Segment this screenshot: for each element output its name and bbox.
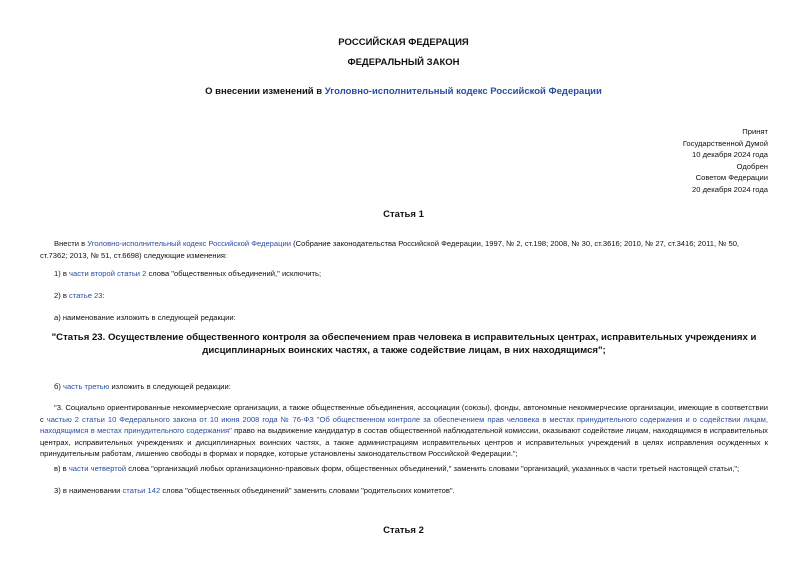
- article-2-part-2-link[interactable]: части второй статьи 2: [69, 269, 147, 278]
- law-title-prefix: О внесении изменений в: [205, 86, 325, 97]
- law-title: [0, 86, 807, 97]
- law-title-link[interactable]: Уголовно-исполнительный кодекс Российской Федерации: [324, 86, 602, 97]
- item-2b: [40, 381, 768, 393]
- article-23-link[interactable]: статье 23: [69, 291, 103, 300]
- article-2-heading: Статья 2: [383, 525, 424, 536]
- code-link[interactable]: Уголовно-исполнительный кодекс Российской Федерации: [87, 239, 291, 248]
- federal-law-76fz-link[interactable]: частью 2 статьи 10 Федерального закона от 10 июня 2008 года № 76-ФЗ "Об общественном контроле за обеспечением прав человека в местах принудительного содержания и о содействии лицам, находящимся в местах принудительного содержания": [40, 414, 768, 436]
- item-1-prefix: 1) в: [54, 269, 70, 278]
- part-4-link[interactable]: части четвертой: [68, 464, 127, 473]
- adoption-line: Принят: [742, 127, 768, 136]
- adoption-line: 10 декабря 2024 года: [692, 150, 768, 160]
- intro-prefix: Внести в: [54, 239, 88, 248]
- article-23-new-title: "Статья 23. Осуществление общественного контроля за обеспечением прав человека в исправительных центрах, исправительных учреждениях и дисциплинарных воинских частях, а также содействие лицам, в них находящимся";: [51, 332, 757, 356]
- item-2v-rest: слова "организаций любых организационно-правовых форм, общественных объединений," заменить словами "организаций, указанных в части третьей настоящей статьи,";: [126, 464, 740, 473]
- item-2v: [40, 463, 768, 475]
- part-3-new-text: [40, 402, 768, 460]
- item-3-rest: слова "общественных объединений" заменить словами "родительских комитетов".: [160, 486, 455, 495]
- item-2: [40, 290, 768, 302]
- part-3-text-2: право на выдвижение кандидатур в состав общественной наблюдательной комиссии, оказывают содействие лицам, находящимся в исправительных центрах, исправительных учреждениях и дисциплинарных воинских частях, а также администрациям исправительных центров и исправительных учреждений в целях исправления осужденных к принудительным работам, лишению свободы в формах и порядке, которые установлены законодательством Российской Федерации.";: [40, 426, 768, 459]
- item-1: [40, 268, 768, 280]
- article-1-heading: Статья 1: [383, 209, 424, 220]
- item-2b-rest: изложить в следующей редакции:: [109, 382, 231, 391]
- law-type-heading: ФЕДЕРАЛЬНЫЙ ЗАКОН: [347, 57, 460, 68]
- item-1-rest: слова "общественных объединений," исключить;: [146, 269, 322, 278]
- adoption-line: 20 декабря 2024 года: [692, 184, 768, 194]
- adoption-line: Государственной Думой: [682, 138, 768, 148]
- item-2v-prefix: в) в: [54, 464, 69, 473]
- item-2-prefix: 2) в: [54, 291, 70, 300]
- part-3-link[interactable]: часть третью: [63, 382, 110, 391]
- item-2-rest: :: [102, 291, 105, 300]
- adoption-block: [683, 126, 768, 196]
- item-3-prefix: 3) в наименовании: [54, 486, 123, 495]
- intro-rest: (Собрание законодательства Российской Федерации, 1997, № 2, ст.198; 2008, № 30, ст.3616; 2010, № 27, ст.3416; 2011, № 50, ст.7362; 2013, № 51, ст.6698) следующие изменения:: [40, 239, 740, 260]
- item-2a: а) наименование изложить в следующей редакции:: [54, 313, 236, 322]
- country-heading: РОССИЙСКАЯ ФЕДЕРАЦИЯ: [338, 37, 469, 48]
- adoption-line: Одобрен: [736, 161, 768, 171]
- item-2b-prefix: б): [54, 382, 63, 391]
- article-142-link[interactable]: статьи 142: [122, 486, 161, 495]
- item-3: [40, 485, 768, 497]
- part-3-text-1: "3. Социально ориентированные некоммерческие организации, а также общественные объединения, ассоциации (союзы), фонды, автономные некоммерческие организации, имеющие в соответствии с: [40, 403, 768, 424]
- adoption-line: Советом Федерации: [695, 173, 768, 183]
- article-1-intro: [40, 238, 768, 261]
